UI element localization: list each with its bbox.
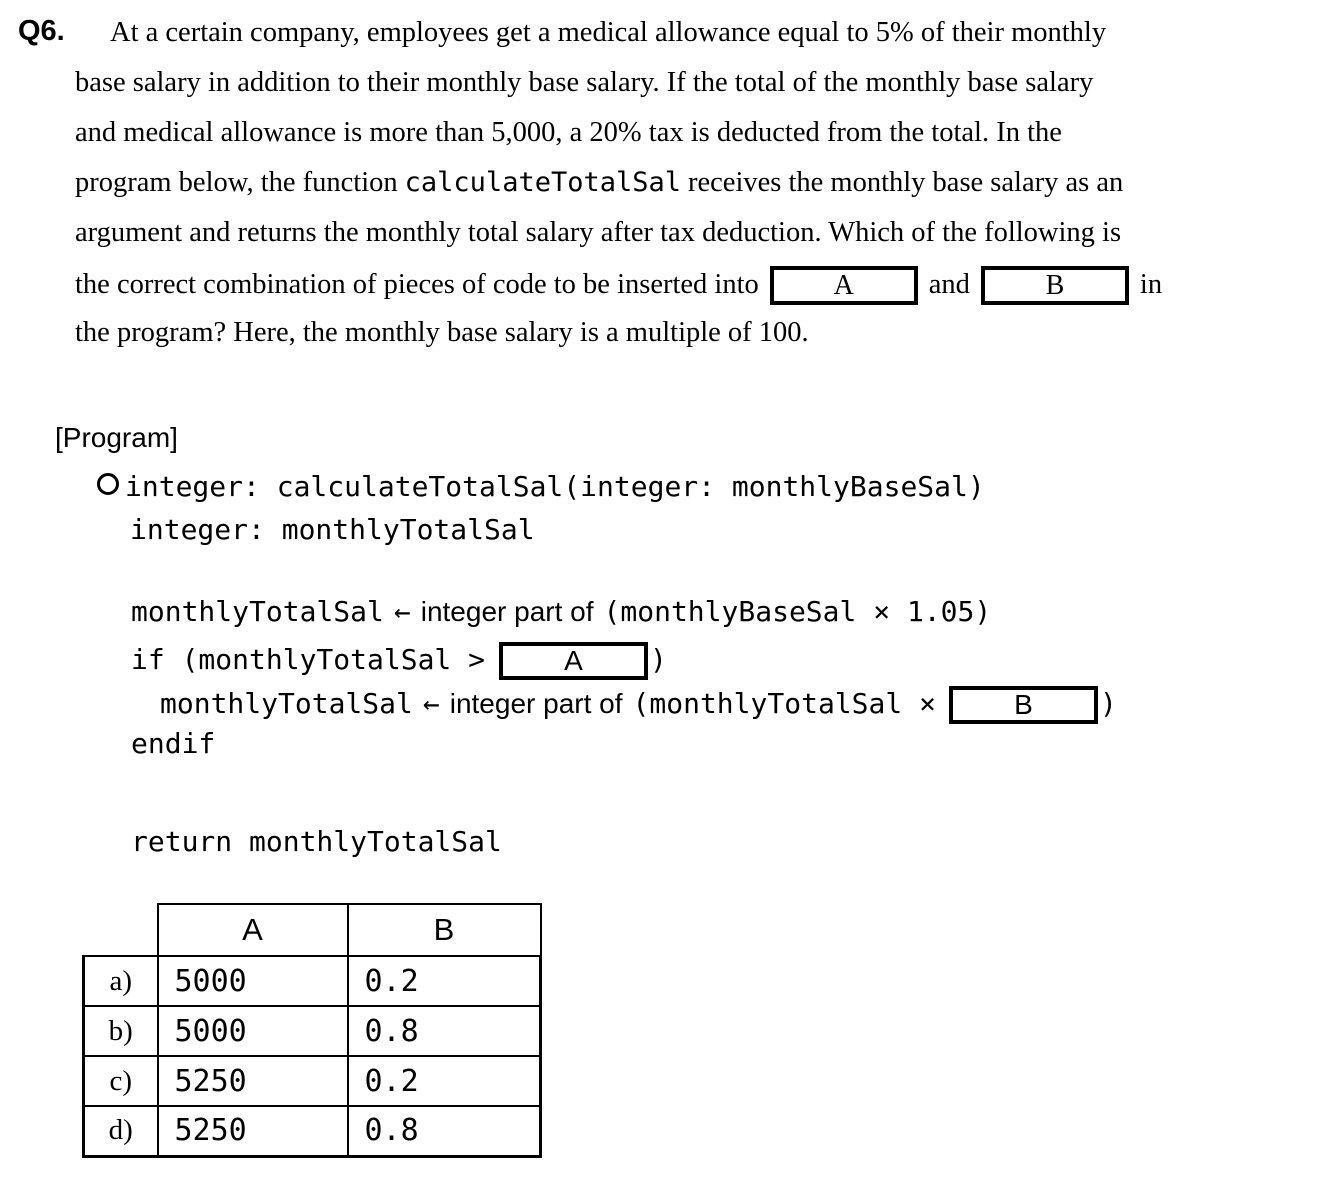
option-a-value: 5000 (158, 1006, 348, 1056)
option-label: d) (84, 1106, 158, 1156)
option-label: c) (84, 1056, 158, 1106)
code-declaration: integer: monthlyTotalSal (130, 513, 535, 546)
assign2-natural-label: integer part of (449, 688, 623, 719)
assign1-rhs: (monthlyBaseSal × 1.05) (603, 595, 992, 628)
code-return: return monthlyTotalSal (131, 825, 502, 858)
function-name-inline: calculateTotalSal (404, 167, 681, 198)
question-line-4 (75, 169, 1123, 198)
table-row-a (84, 956, 541, 1006)
if-condition-pre: if (monthlyTotalSal > (131, 643, 486, 676)
assign2-post: ) (1099, 687, 1117, 720)
question-line-4-post: receives the monthly base salary as an (688, 167, 1124, 198)
question-line-2: base salary in addition to their monthly base salary. If the total of the monthly base salary (75, 67, 1094, 98)
option-label: a) (84, 956, 158, 1006)
code-assign-2 (160, 686, 1117, 724)
question-line-6 (75, 266, 1162, 305)
question-line-4-pre: program below, the function (75, 167, 398, 198)
if-condition-post: ) (650, 643, 667, 676)
table-header-empty-cell (84, 904, 158, 956)
question-line-6-and: and (928, 269, 970, 301)
question-number: Q6. (18, 15, 65, 47)
option-a-value: 5000 (158, 956, 348, 1006)
question-line-6-post: in (1139, 269, 1163, 301)
assign2-lhs: monthlyTotalSal (160, 687, 413, 720)
table-header-b: B (348, 904, 541, 956)
option-b-value: 0.8 (348, 1106, 541, 1156)
assign-arrow-icon: ← (422, 687, 440, 720)
table-row-b (84, 1006, 541, 1056)
table-row-c (84, 1056, 541, 1106)
question-line-5: argument and returns the monthly total salary after tax deduction. Which of the following is (75, 217, 1122, 248)
code-assign-1 (131, 595, 992, 628)
option-label: b) (84, 1006, 158, 1056)
assign1-natural-label: integer part of (420, 596, 594, 627)
option-b-value: 0.8 (348, 1006, 541, 1056)
program-section-label: [Program] (55, 422, 178, 453)
table-header-a: A (158, 904, 348, 956)
option-b-value: 0.2 (348, 1056, 541, 1106)
table-row-d (84, 1106, 541, 1156)
code-if-line (131, 642, 667, 680)
code-blank-box-b: B (949, 686, 1098, 724)
code-blank-box-a: A (499, 642, 648, 680)
blank-box-b: B (981, 266, 1129, 305)
assign2-rhs-pre: (monthlyTotalSal × (632, 687, 936, 720)
question-line-1: At a certain company, employees get a medical allowance equal to 5% of their monthly (110, 17, 1107, 48)
code-endif: endif (131, 727, 216, 760)
option-a-value: 5250 (158, 1056, 348, 1106)
question-line-6-pre: the correct combination of pieces of code to be inserted into (75, 269, 759, 301)
question-line-7: the program? Here, the monthly base salary is a multiple of 100. (75, 317, 809, 348)
code-function-header: integer: calculateTotalSal(integer: monthlyBaseSal) (125, 470, 985, 503)
option-b-value: 0.2 (348, 956, 541, 1006)
table-header-row (84, 904, 541, 956)
option-a-value: 5250 (158, 1106, 348, 1156)
question-line-3: and medical allowance is more than 5,000, a 20% tax is deducted from the total. In the (75, 117, 1062, 148)
assign-arrow-icon: ← (393, 595, 411, 628)
blank-box-a: A (770, 266, 918, 305)
assign1-lhs: monthlyTotalSal (131, 595, 384, 628)
function-bullet-circle-icon (97, 473, 119, 495)
options-table (82, 903, 542, 1158)
